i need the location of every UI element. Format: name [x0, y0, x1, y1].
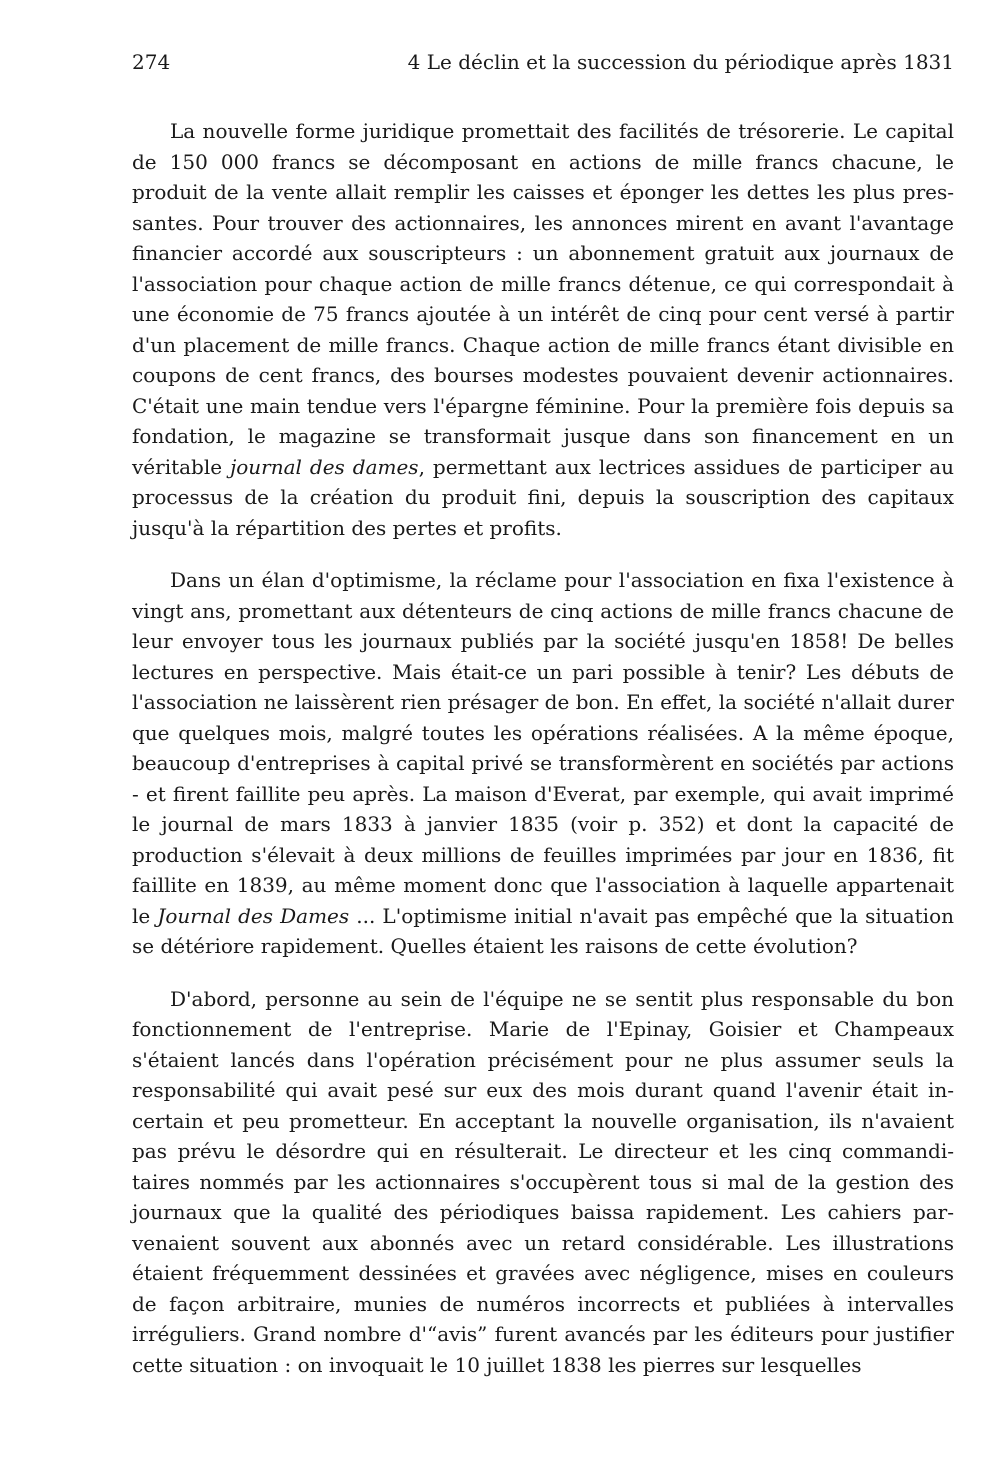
- paragraph-2: [132, 565, 954, 962]
- paragraph-2-text-1: Dans un élan d'optimisme, la réclame pour l'association en fixa l'existence à vingt ans, promettant aux détenteurs de cinq actions de mille francs chacune de leur envoyer tous les journaux publiés par la société jusqu'en 1858! De belles lectures en perspective. Mais était-ce un pari possible à tenir? Les débuts de l'association ne laissèrent rien présager de bon. En effet, la société n'allait durer que quelques mois, malgré toutes les opérations réalisées. A la même époque, beaucoup d'entreprises à capital privé se transformèrent en sociétés par actions - et firent faillite peu après. La maison d'Everat, par exemple, qui avait imprimé le journal de mars 1833 à janvier 1835 (voir p. 352) et dont la capacité de production s'élevait à deux millions de feuilles imprimées par jour en 1836, fit faillite en 1839, au même moment donc que l'association à laquelle appartenait le: [132, 568, 954, 928]
- page-number: 274: [132, 50, 171, 74]
- running-header: [132, 44, 954, 80]
- paragraph-3: [132, 984, 954, 1381]
- paragraph-1-italic-title: journal des dames: [230, 454, 419, 479]
- paragraph-2-italic-title: Journal des Dames: [157, 903, 350, 928]
- paragraph-2-text-2: ... L'optimisme initial n'avait pas empêché que la situation se détériore rapidement. Quelles étaient les raisons de cette évolution?: [132, 903, 955, 958]
- paragraph-1-text-2: , permettant aux lectrices assidues de participer au processus de la création du produit fini, depuis la souscription des capitaux jusqu'à la répartition des pertes et profits.: [132, 454, 955, 540]
- book-page: [132, 44, 954, 1402]
- paragraph-1-text-1: La nouvelle forme juridique promettait des facilités de trésorerie. Le capital de 150 000 francs se décomposant en actions de mille francs chacune, le produit de la vente allait remplir les caisses et éponger les dettes les plus pressantes. Pour trouver des actionnaires, les annonces mirent en avant l'avantage financier accordé aux souscripteurs : un abonnement gratuit aux journaux de l'association pour chaque action de mille francs détenue, ce qui correspondait à une économie de 75 francs ajoutée à un intérêt de cinq pour cent versé à partir d'un placement de mille francs. Chaque action de mille francs étant divisible en coupons de cent francs, des bourses modestes pouvaient devenir actionnaires. C'était une main tendue vers l'épargne féminine. Pour la première fois depuis sa fondation, le magazine se transformait jusque dans son financement en un véritable: [132, 119, 954, 479]
- body-text: [132, 116, 954, 1380]
- paragraph-3-text-1: D'abord, personne au sein de l'équipe ne se sentit plus responsable du bon fonctionnement de l'entreprise. Marie de l'Epinay, Goisier et Champeaux s'étaient lancés dans l'opération précisément pour ne plus assumer seuls la responsabilité qui avait pesé sur eux des mois durant quand l'avenir était incertain et peu prometteur. En acceptant la nouvelle organisation, ils n'avaient pas prévu le désordre qui en résulterait. Le directeur et les cinq commanditaires nommés par les actionnaires s'occupèrent tous si mal de la gestion des journaux que la qualité des périodiques baissa rapidement. Les cahiers parvenaient souvent aux abonnés avec un retard considérable. Les illustrations étaient fréquemment dessinées et gravées avec négligence, mises en couleurs de façon arbitraire, munies de numéros incorrects et publiées à intervalles irréguliers. Grand nombre d'“avis” furent avancés par les éditeurs pour justifier cette situation : on invoquait le 10 juillet 1838 les pierres sur lesquelles: [132, 986, 954, 1377]
- paragraph-1: [132, 116, 954, 543]
- chapter-title: 4 Le déclin et la succession du périodique après 1831: [407, 50, 954, 74]
